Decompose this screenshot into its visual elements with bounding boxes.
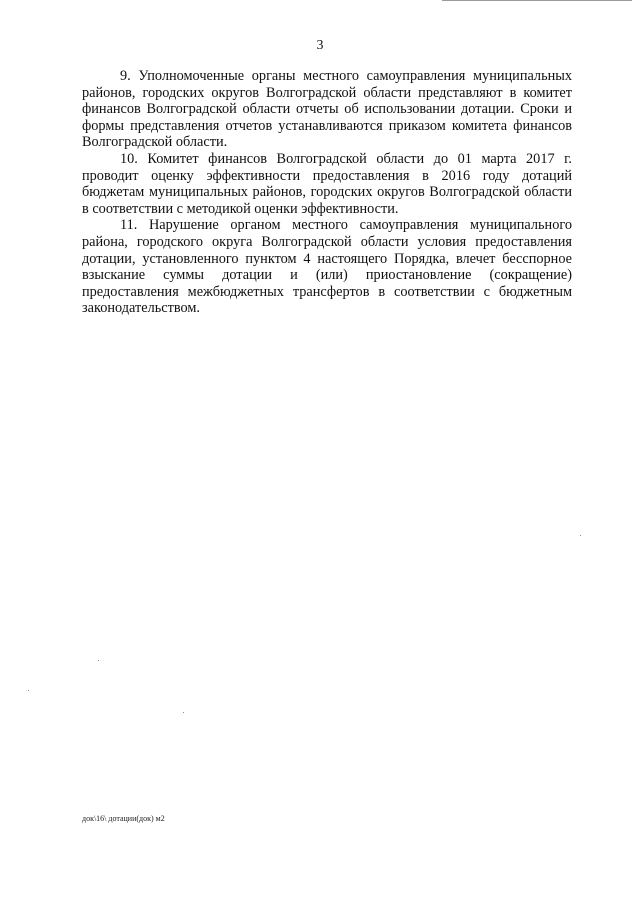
top-scan-rule — [442, 0, 632, 1]
paragraph-11: 11. Нарушение органом местного самоуправления муниципального района, городского округа Волгоградской области условия предоставления дотации, установленного пунктом 4 настоящего Порядка, влечет бесспорное взыскание суммы дотации и (или) приостановление (сокращение) предоставления межбюджетных трансфертов в соответствии с бюджетным законодательством. — [82, 217, 572, 317]
page-number: 3 — [316, 38, 324, 53]
paragraph-9: 9. Уполномоченные органы местного самоуправления муниципальных районов, городских округов Волгоградской области представляют в комитет финансов Волгоградской области отчеты об использовании дотации. Сроки и формы представления отчетов устанавливаются приказом комитета финансов Волгоградской области. — [82, 68, 572, 151]
scan-speck — [580, 535, 581, 536]
footer-file-reference: док\16\ дотации(док) м2 — [82, 814, 165, 823]
document-body — [82, 68, 572, 317]
scan-speck — [183, 712, 184, 713]
paragraph-10: 10. Комитет финансов Волгоградской области до 01 марта 2017 г. проводит оценку эффективности предоставления в 2016 году дотаций бюджетам муниципальных районов, городских округов Волгоградской области в соответствии с методикой оценки эффективности. — [82, 150, 572, 217]
scan-speck — [28, 690, 29, 691]
scan-speck — [98, 660, 99, 661]
